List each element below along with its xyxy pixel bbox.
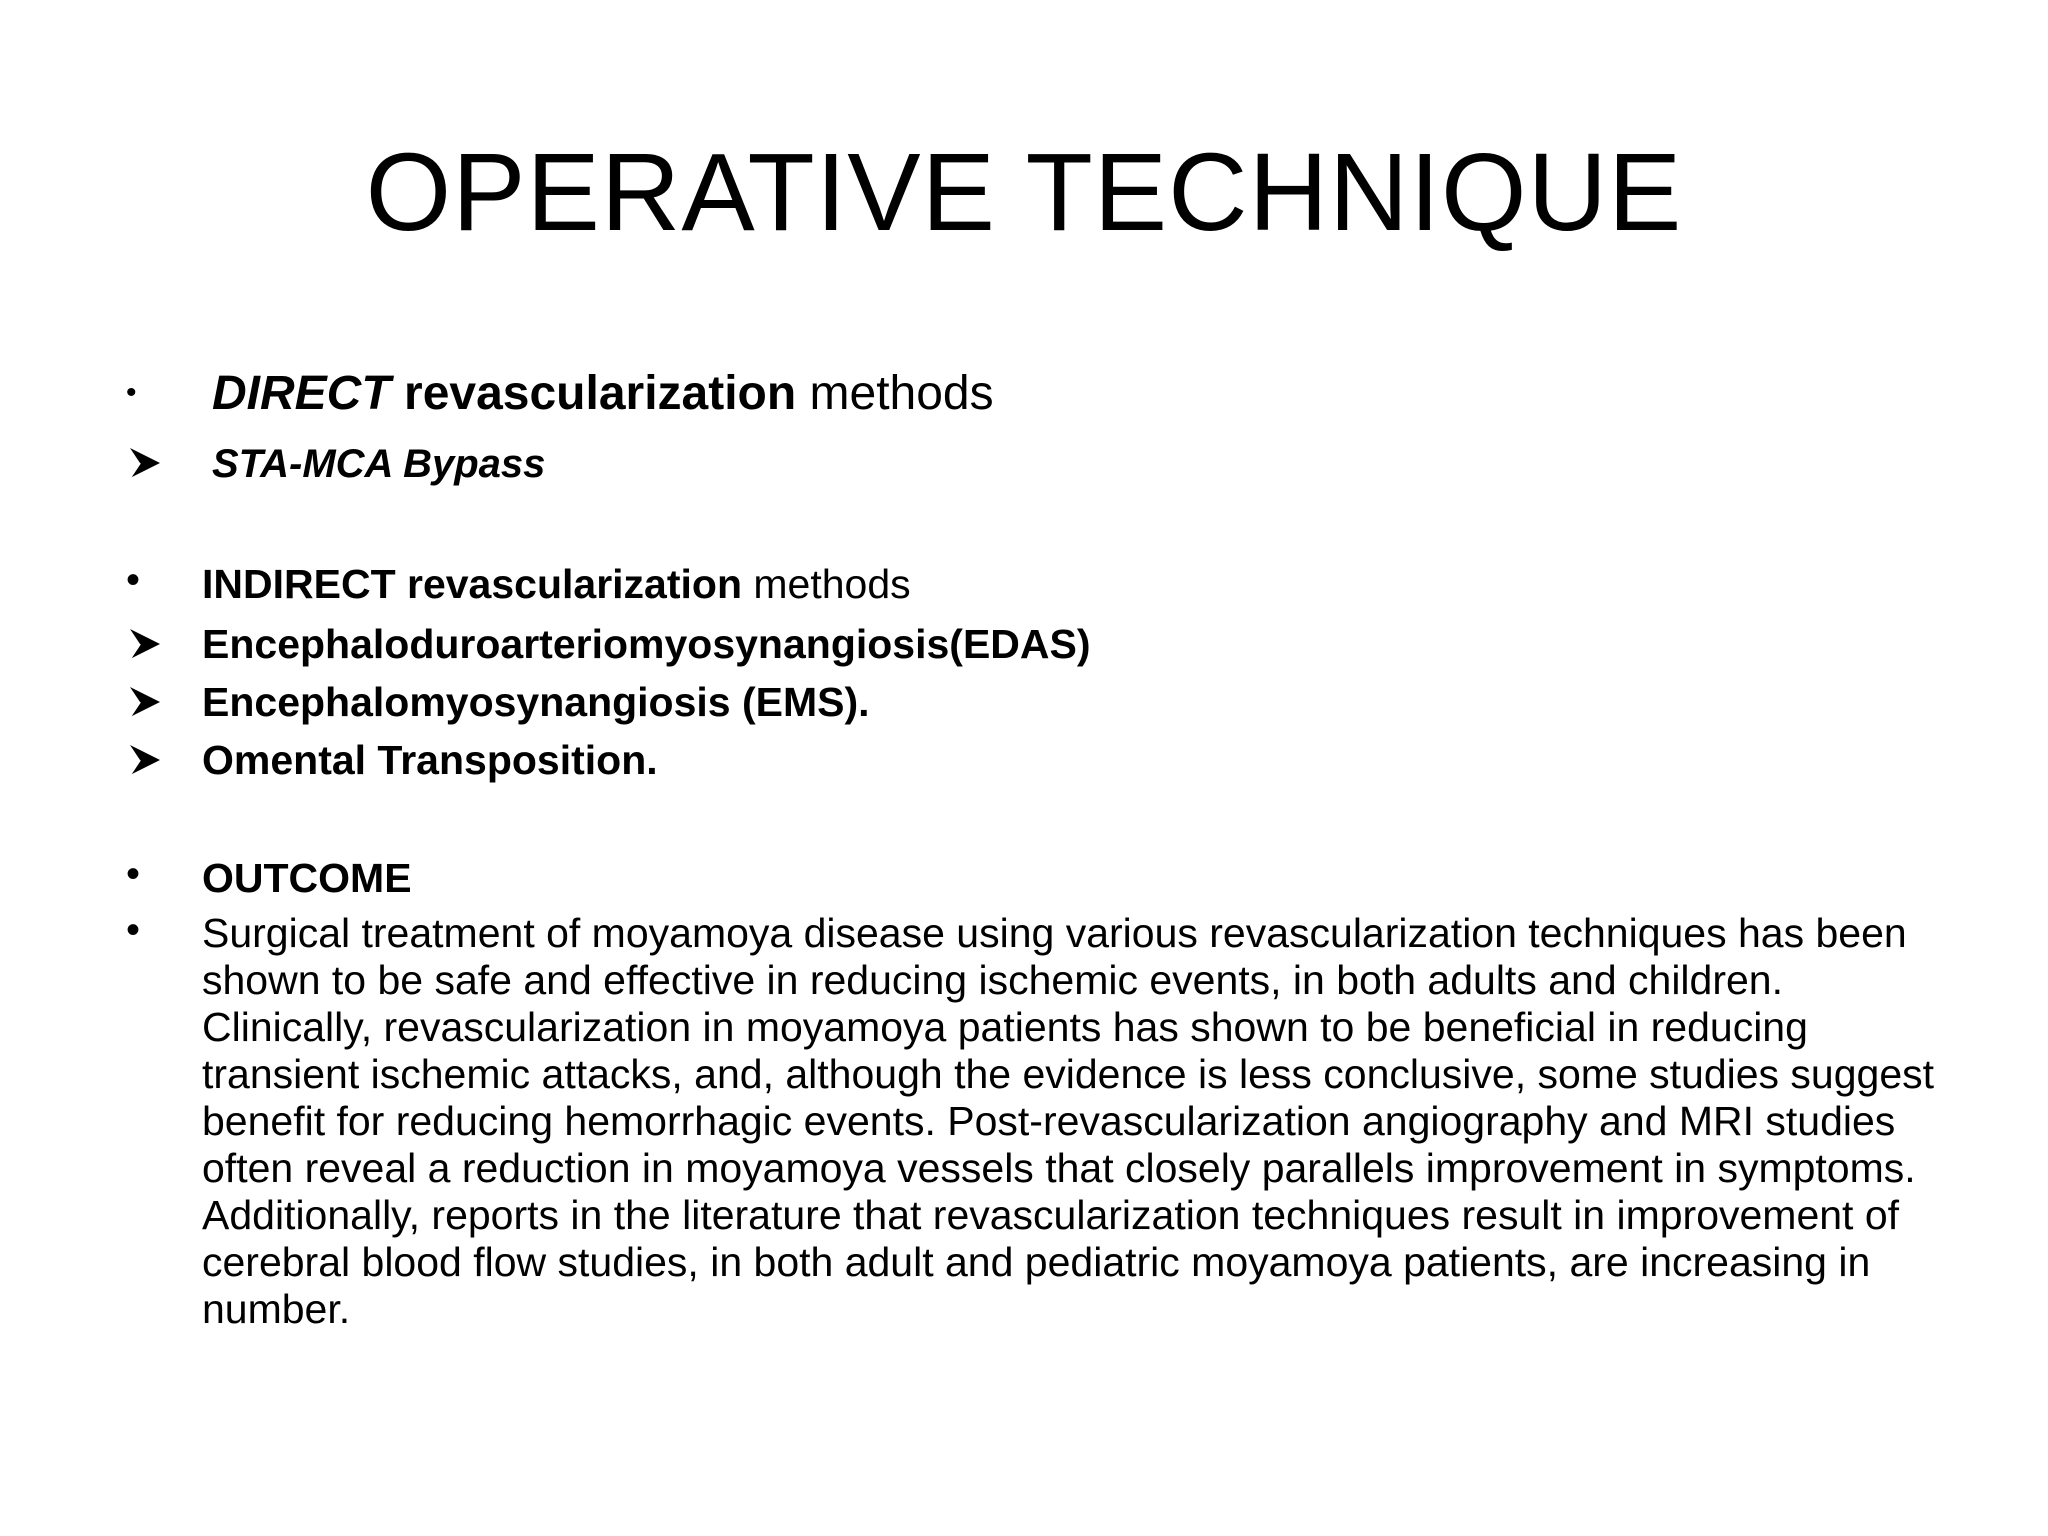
indirect-item-ems <box>0 678 2048 728</box>
indirect-item-text: Omental Transposition. <box>202 737 658 783</box>
direct-label-bold: revascularization <box>390 367 797 420</box>
arrowhead-bullet-icon <box>128 627 162 661</box>
outcome-heading <box>0 854 2048 904</box>
indirect-label-regular: methods <box>742 561 911 607</box>
direct-heading-text <box>212 366 994 422</box>
direct-label-regular: methods <box>796 367 994 420</box>
arrowhead-bullet-icon <box>128 743 162 777</box>
bullet-icon: • <box>126 852 141 896</box>
arrowhead-bullet-icon <box>128 446 162 480</box>
slide-title: OPERATIVE TECHNIQUE <box>365 131 1683 254</box>
indirect-item-text: Encephalomyosynangiosis (EMS). <box>202 679 870 725</box>
indirect-methods-heading <box>0 560 2048 610</box>
indirect-label-bold: INDIRECT revascularization <box>202 561 742 607</box>
indirect-item-edas <box>0 620 2048 670</box>
indirect-item-omental <box>0 736 2048 786</box>
direct-label-italic: DIRECT <box>212 367 391 420</box>
direct-item-text: STA-MCA Bypass <box>212 442 546 486</box>
bullet-icon: • <box>126 908 141 952</box>
outcome-heading-text: OUTCOME <box>202 855 412 901</box>
bullet-icon: • <box>126 376 137 409</box>
outcome-paragraph: Surgical treatment of moyamoya disease using various revascularization techniques has been shown to be safe and effective in reducing ischemic events, in both adults and children. Clinically, revascularization in moyamoya patients has shown to be beneficial in reducing transient ischemic attacks, and, although the evidence is less conclusive, some studies suggest benefit for reducing hemorrhagic events. Post-revascularization angiography and MRI studies often reveal a reduction in moyamoya vessels that closely parallels improvement in symptoms. Additionally, reports in the literature that revascularization techniques result in improvement of cerebral blood flow studies, in both adult and pediatric moyamoya patients, are increasing in number. <box>202 910 1935 1332</box>
indirect-item-text: Encephaloduroarteriomyosynangiosis(EDAS) <box>202 621 1091 667</box>
indirect-heading-text <box>202 560 911 608</box>
direct-item-sta-mca <box>0 440 2048 490</box>
direct-methods-heading <box>0 366 2048 422</box>
arrowhead-bullet-icon <box>128 685 162 719</box>
bullet-icon: • <box>126 558 141 602</box>
